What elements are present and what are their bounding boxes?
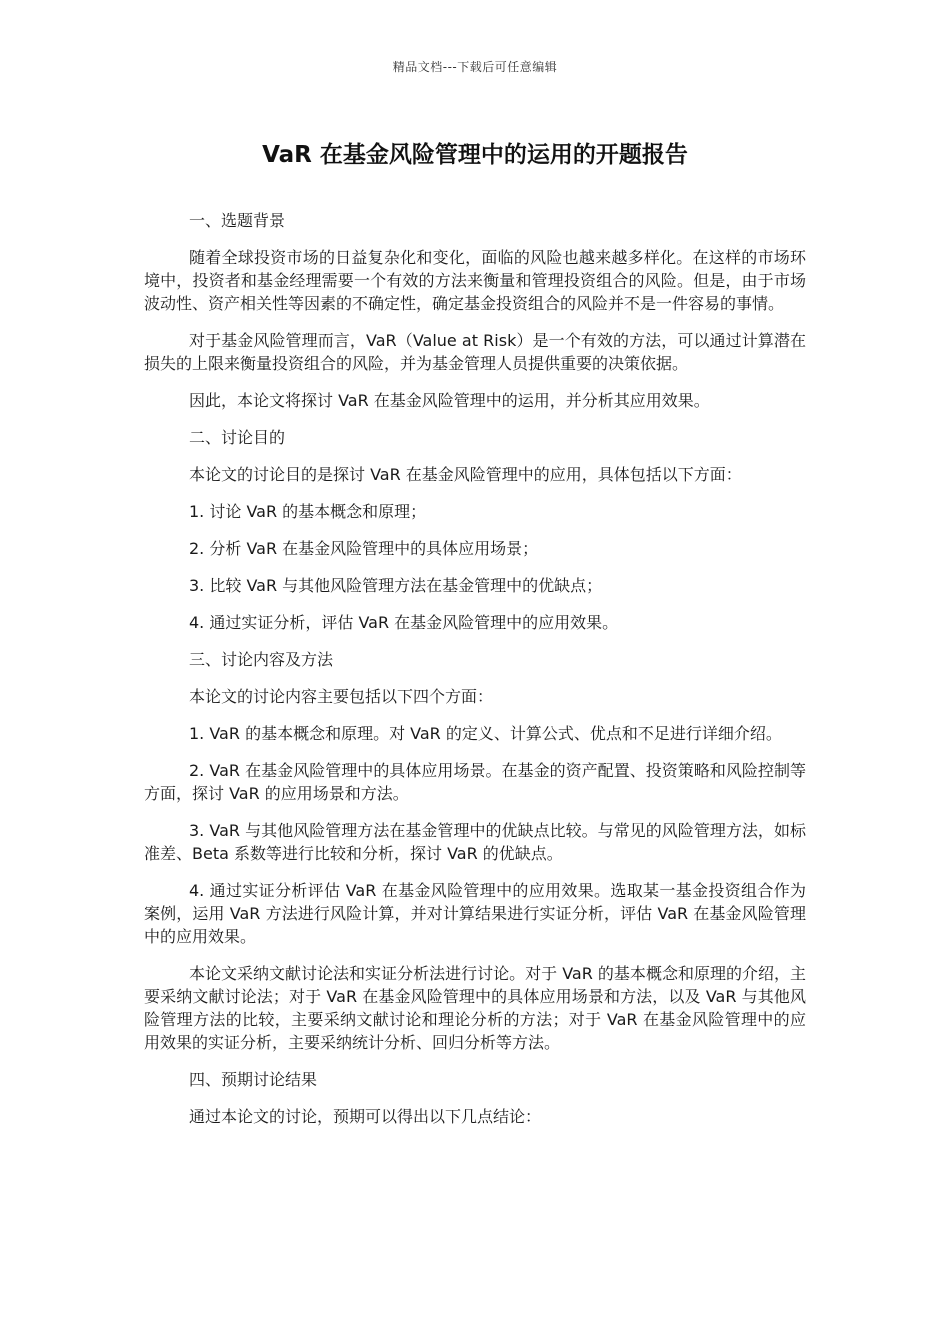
list-item: 2. 分析 VaR 在基金风险管理中的具体应用场景；: [189, 539, 539, 558]
list-item: 3. VaR 与其他风险管理方法在基金管理中的优缺点比较。与常见的风险管理方法，如标准差、Beta 系数等进行比较和分析，探讨 VaR 的优缺点。: [144, 821, 806, 863]
document-title: VaR 在基金风险管理中的运用的开题报告: [262, 142, 688, 168]
list-item: 3. 比较 VaR 与其他风险管理方法在基金管理中的优缺点；: [189, 576, 603, 595]
paragraph: 本论文的讨论内容主要包括以下四个方面：: [189, 687, 494, 706]
page-header: 精品文档---下载后可任意编辑: [392, 60, 558, 74]
list-item: 1. VaR 的基本概念和原理。对 VaR 的定义、计算公式、优点和不足进行详细介绍。: [189, 724, 782, 743]
paragraph: 因此，本论文将探讨 VaR 在基金风险管理中的运用，并分析其应用效果。: [189, 391, 710, 410]
list-item: 4. 通过实证分析评估 VaR 在基金风险管理中的应用效果。选取某一基金投资组合作为案例，运用 VaR 方法进行风险计算，并对计算结果进行实证分析，评估 VaR 在基金风险管理中的应用效果。: [144, 881, 806, 946]
paragraph: 本论文的讨论目的是探讨 VaR 在基金风险管理中的应用，具体包括以下方面：: [189, 465, 742, 484]
paragraph: 本论文采纳文献讨论法和实证分析法进行讨论。对于 VaR 的基本概念和原理的介绍，主要采纳文献讨论法；对于 VaR 在基金风险管理中的具体应用场景和方法，以及 VaR 与其他风险管理方法的比较，主要采纳文献讨论和理论分析的方法；对于 VaR 在基金风险管理中的应用效果的实证分析，主要采纳统计分析、回归分析等方法。: [144, 964, 806, 1052]
list-item: 2. VaR 在基金风险管理中的具体应用场景。在基金的资产配置、投资策略和风险控制等方面，探讨 VaR 的应用场景和方法。: [144, 761, 806, 803]
section-heading-background: 一、选题背景: [189, 211, 286, 230]
section-heading-content-method: 三、讨论内容及方法: [189, 650, 334, 669]
paragraph: 通过本论文的讨论，预期可以得出以下几点结论：: [189, 1107, 542, 1126]
section-heading-purpose: 二、讨论目的: [189, 428, 286, 447]
list-item: 4. 通过实证分析，评估 VaR 在基金风险管理中的应用效果。: [189, 613, 619, 632]
list-item: 1. 讨论 VaR 的基本概念和原理；: [189, 502, 427, 521]
section-heading-expected-results: 四、预期讨论结果: [189, 1070, 318, 1089]
document-body: [144, 209, 806, 1142]
paragraph: 随着全球投资市场的日益复杂化和变化，面临的风险也越来越多样化。在这样的市场环境中，投资者和基金经理需要一个有效的方法来衡量和管理投资组合的风险。但是，由于市场波动性、资产相关性等因素的不确定性，确定基金投资组合的风险并不是一件容易的事情。: [144, 248, 806, 313]
paragraph: 对于基金风险管理而言，VaR（Value at Risk）是一个有效的方法，可以通过计算潜在损失的上限来衡量投资组合的风险，并为基金管理人员提供重要的决策依据。: [144, 331, 806, 373]
